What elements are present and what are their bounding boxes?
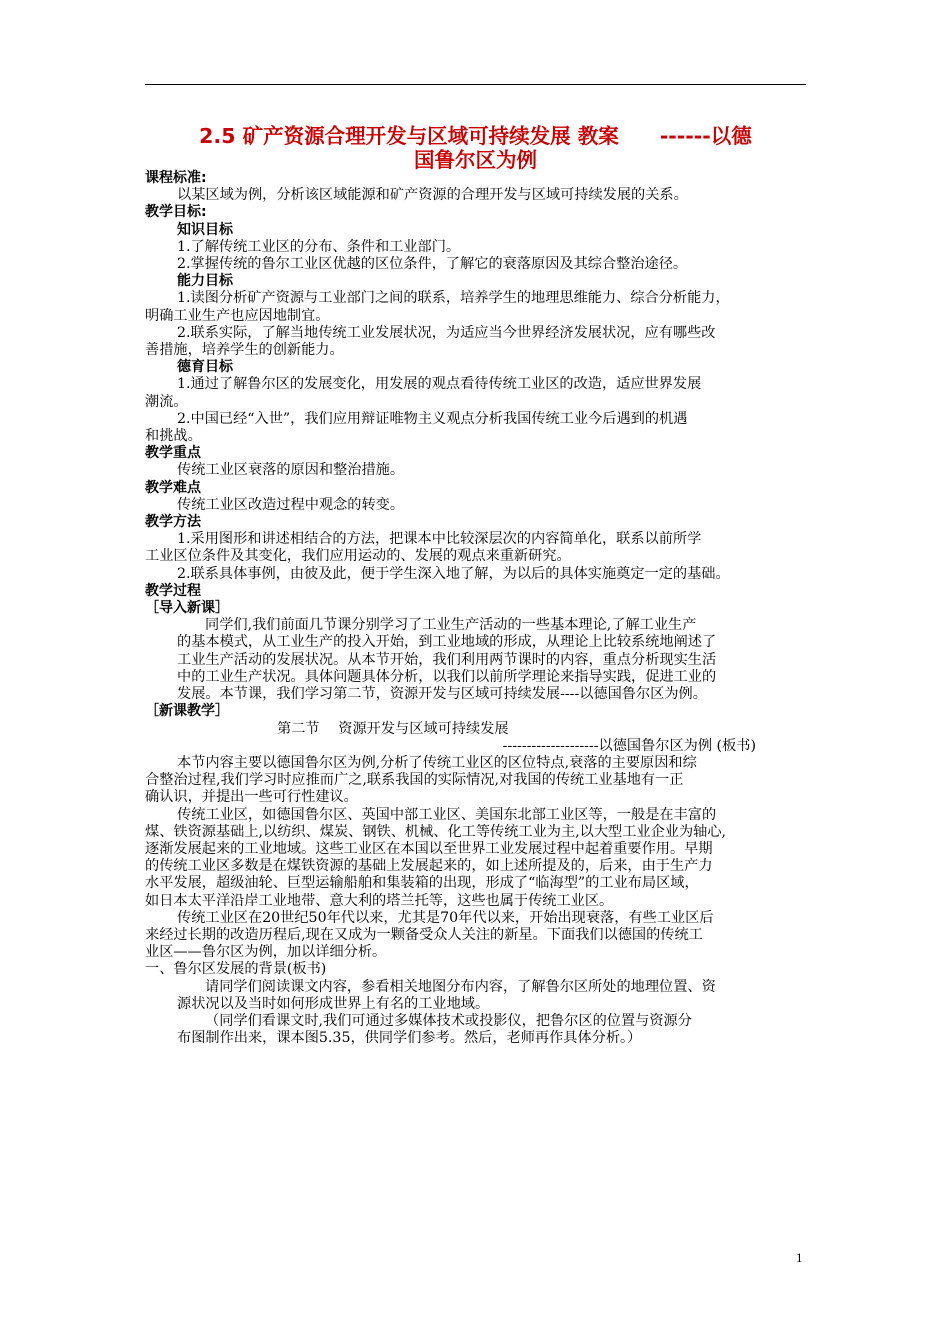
para3-line-2: 来经过长期的改造历程后,现在又成为一颗备受众人关注的新星。下面我们以德国的传统工 — [145, 926, 703, 943]
para3-line-3: 业区——鲁尔区为例，加以详细分析。 — [145, 944, 387, 961]
difficulty-heading: 教学难点 — [145, 479, 201, 496]
section-subtitle: --------------------以德国鲁尔区为例 (板书) — [502, 737, 756, 754]
moral-item-2b: 和挑战。 — [145, 428, 202, 445]
key-text: 传统工业区衰落的原因和整治措施。 — [177, 462, 405, 479]
para3-line-1: 传统工业区在20世纪50年代以来，尤其是70年代以来，开始出现衰落，有些工业区后 — [177, 909, 714, 926]
method-heading: 教学方法 — [145, 514, 201, 531]
intro-line-4: 中的工业生产状况。具体问题具体分析，以我们以前所学理论来指导实践，促进工业的 — [177, 668, 717, 685]
para1-line-3: 确认识，并提出一些可行性建议。 — [145, 789, 358, 806]
part1-line-1: 请同学们阅读课文内容，参看相关地图分布内容，了解鲁尔区所处的地理位置、资 — [205, 978, 716, 995]
difficulty-text: 传统工业区改造过程中观念的转变。 — [177, 496, 405, 513]
para1-line-2: 合整治过程,我们学习时应推而广之,联系我国的实际情况,对我国的传统工业基地有一正 — [145, 772, 684, 789]
ability-item-1b: 明确工业生产也应因地制宜。 — [145, 307, 330, 324]
title-line-2: 国鲁尔区为例 — [414, 148, 537, 172]
ability-item-2b: 善措施，培养学生的创新能力。 — [145, 342, 344, 359]
new-lesson-heading: ［新课教学］ — [145, 703, 229, 720]
part1-line-3: （同学们看课文时,我们可通过多媒体技术或投影仪，把鲁尔区的位置与资源分 — [205, 1012, 692, 1029]
part1-line-2: 源状况以及当时如何形成世界上有名的工业地域。 — [177, 995, 490, 1012]
method-item-1a: 1.采用图形和讲述相结合的方法，把课本中比较深层次的内容简单化，联系以前所学 — [177, 531, 702, 548]
header-rule — [145, 84, 806, 85]
moral-item-1a: 1.通过了解鲁尔区的发展变化，用发展的观点看待传统工业区的改造，适应世界发展 — [177, 376, 702, 393]
para2-line-1: 传统工业区，如德国鲁尔区、英国中部工业区、美国东北部工业区等，一般是在丰富的 — [177, 806, 717, 823]
document-title — [145, 124, 806, 172]
knowledge-heading: 知识目标 — [177, 221, 233, 238]
intro-heading: ［导入新课］ — [145, 600, 229, 617]
knowledge-item-2: 2.掌握传统的鲁尔工业区优越的区位条件，了解它的衰落原因及其综合整治途径。 — [177, 256, 688, 273]
moral-item-2a: 2.中国已经“入世”，我们应用辩证唯物主义观点分析我国传统工业今后遇到的机遇 — [177, 410, 688, 427]
para2-line-4: 的传统工业区多数是在煤铁资源的基础上发展起来的，如上述所提及的，后来，由于生产力 — [145, 858, 713, 875]
ability-item-1a: 1.读图分析矿产资源与工业部门之间的联系，培养学生的地理思维能力、综合分析能力， — [177, 290, 730, 307]
intro-line-2: 的基本模式，从工业生产的投入开始，到工业地域的形成，从理论上比较系统地阐述了 — [177, 634, 717, 651]
ability-item-2a: 2.联系实际，了解当地传统工业发展状况，为适应当今世界经济发展状况，应有哪些改 — [177, 324, 716, 341]
intro-line-5: 发展。本节课，我们学习第二节，资源开发与区域可持续发展----以德国鲁尔区为例。 — [177, 686, 707, 703]
process-heading: 教学过程 — [145, 582, 201, 599]
moral-item-1b: 潮流。 — [145, 393, 188, 410]
part1-line-4: 布图制作出来，课本图5.35，供同学们参考。然后，老师再作具体分析。） — [177, 1030, 642, 1047]
method-item-2: 2.联系具体事例，由彼及此，便于学生深入地了解，为以后的具体实施奠定一定的基础。 — [177, 565, 730, 582]
part1-heading: 一、鲁尔区发展的背景(板书) — [145, 961, 327, 978]
ability-heading: 能力目标 — [177, 273, 233, 290]
para2-line-6: 如日本太平洋沿岸工业地带、意大利的塔兰托等，这些也属于传统工业区。 — [145, 892, 614, 909]
moral-heading: 德育目标 — [177, 359, 233, 376]
standard-heading: 课程标准: — [145, 170, 207, 186]
document-body — [145, 170, 806, 1047]
method-item-1b: 工业区位条件及其变化，我们应用运动的、发展的观点来重新研究。 — [145, 548, 571, 565]
knowledge-item-1: 1.了解传统工业区的分布、条件和工业部门。 — [177, 238, 461, 255]
intro-line-3: 工业生产活动的发展状况。从本节开始，我们利用两节课时的内容，重点分析现实生活 — [177, 651, 717, 668]
title-line-1: 2.5 矿产资源合理开发与区域可持续发展 教案 ------以德 — [199, 124, 752, 148]
key-heading: 教学重点 — [145, 445, 201, 462]
intro-line-1: 同学们,我们前面几节课分别学习了工业生产活动的一些基本理论,了解工业生产 — [205, 617, 697, 634]
para2-line-5: 水平发展，超级油轮、巨型运输船舶和集装箱的出现，形成了“临海型”的工业布局区域， — [145, 875, 699, 892]
page-number: 1 — [796, 1250, 803, 1265]
para2-line-2: 煤、铁资源基础上,以纺织、煤炭、钢铁、机械、化工等传统工业为主,以大型工业企业为轴心, — [145, 823, 727, 840]
para2-line-3: 逐渐发展起来的工业地域。这些工业区在本国以至世界工业发展过程中起着重要作用。早期 — [145, 840, 713, 857]
para1-line-1: 本节内容主要以德国鲁尔区为例,分析了传统工业区的区位特点,衰落的主要原因和综 — [177, 754, 697, 771]
standard-text: 以某区域为例，分析该区域能源和矿产资源的合理开发与区域可持续发展的关系。 — [177, 187, 688, 204]
goals-heading: 教学目标: — [145, 204, 207, 221]
section-title: 第二节 资源开发与区域可持续发展 — [277, 720, 509, 737]
